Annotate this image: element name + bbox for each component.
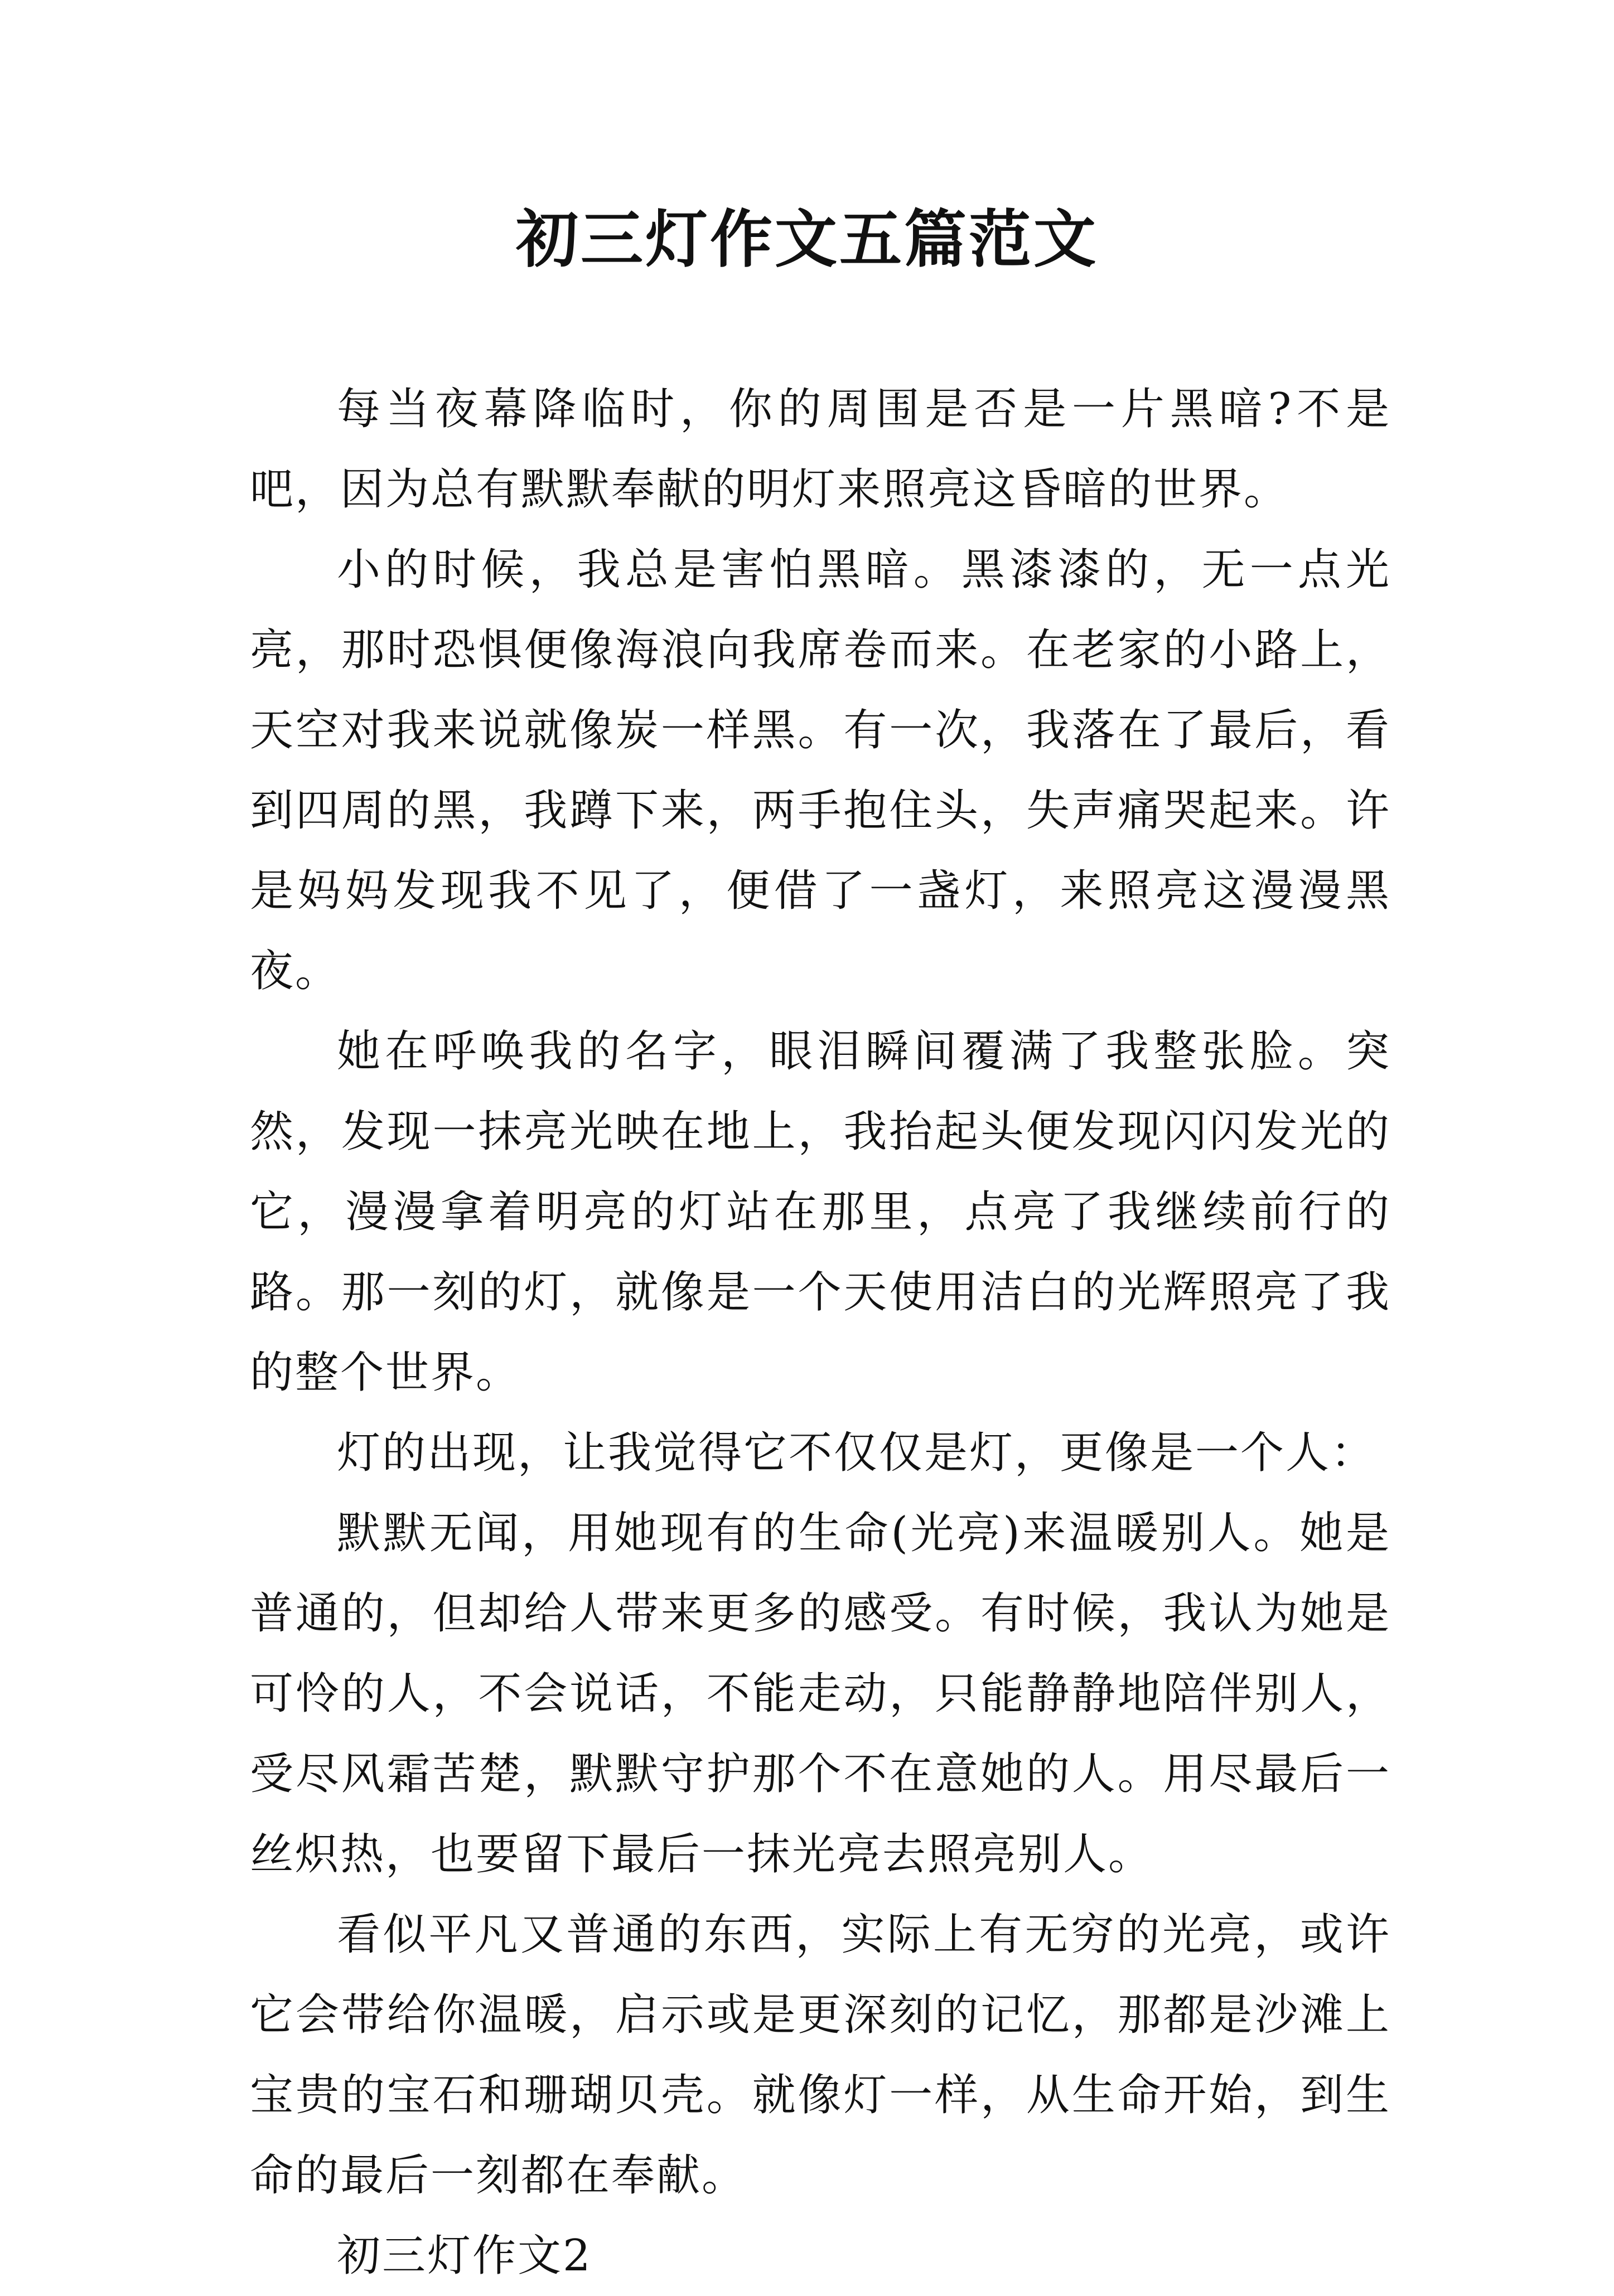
- section-heading-2: 初三灯作文2: [337, 2231, 592, 2281]
- paragraph-5: 默默无闻，用她现有的生命(光亮)来温暖别人。她是普通的，但却给人带来更多的感受。有时候，我认为她是可怜的人，不会说话，不能走动，只能静静地陪伴别人，受尽风霜苦楚，默默守护那个不在意她的人。用尽最后一丝炽热，也要留下最后一抹光亮去照亮别人。: [250, 1508, 1391, 1880]
- paragraph-6: 看似平凡又普通的东西，实际上有无穷的光亮，或许它会带给你温暖，启示或是更深刻的记忆，那都是沙滩上宝贵的宝石和珊瑚贝壳。就像灯一样，从生命开始，到生命的最后一刻都在奉献。: [250, 1910, 1391, 2201]
- paragraph-3: 她在呼唤我的名字，眼泪瞬间覆满了我整张脸。突然，发现一抹亮光映在地上，我抬起头便发现闪闪发光的它，漫漫拿着明亮的灯站在那里，点亮了我继续前行的路。那一刻的灯，就像是一个天使用洁白的光辉照亮了我的整个世界。: [250, 1026, 1391, 1398]
- paragraph-2: 小的时候，我总是害怕黑暗。黑漆漆的，无一点光亮，那时恐惧便像海浪向我席卷而来。在老家的小路上，天空对我来说就像炭一样黑。有一次，我落在了最后，看到四周的黑，我蹲下来，两手抱住头，失声痛哭起来。许是妈妈发现我不见了，便借了一盏灯，来照亮这漫漫黑夜。: [250, 545, 1391, 996]
- document-body: [250, 369, 1391, 2296]
- paragraph-1: 每当夜幕降临时，你的周围是否是一片黑暗?不是吧，因为总有默默奉献的明灯来照亮这昏暗的世界。: [250, 384, 1391, 515]
- paragraph-4: 灯的出现，让我觉得它不仅仅是灯，更像是一个人：: [337, 1428, 1376, 1478]
- document-title: 初三灯作文五篇范文: [516, 203, 1098, 276]
